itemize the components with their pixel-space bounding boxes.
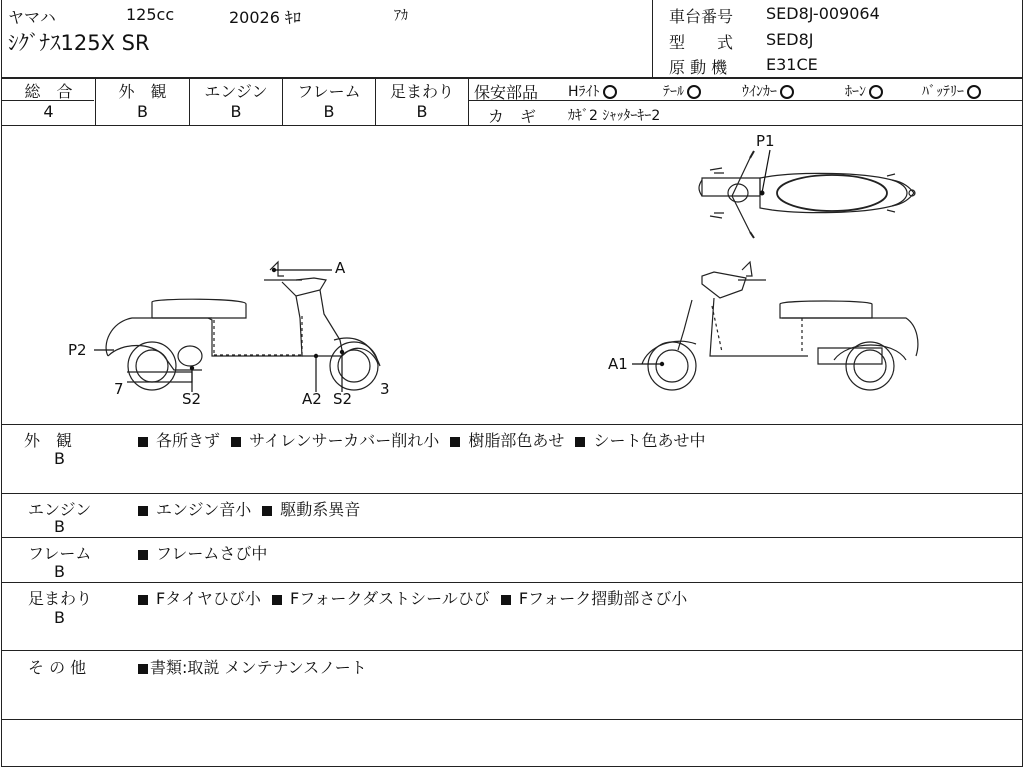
- label-p1: P1: [756, 132, 775, 150]
- ok-circle-icon: [967, 85, 981, 99]
- ok-circle-icon: [687, 85, 701, 99]
- remark-grade-frame: B: [54, 562, 65, 581]
- frame-number-label: 車台番号: [669, 7, 734, 26]
- remark-items-frame: [132, 541, 267, 564]
- scooter-left-side-view: [94, 262, 380, 392]
- remarks-rule: [2, 537, 1022, 538]
- remarks-rule: [2, 493, 1022, 494]
- grade-value-frame: B: [323, 102, 335, 121]
- remark-item: 書類:取説 メンテナンスノート: [150, 658, 367, 677]
- remark-items-engine: [132, 497, 360, 520]
- remark-grade-exterior: B: [54, 449, 65, 468]
- diagram-bottom-rule: [2, 424, 1022, 425]
- safety-item-winker: ｳｲﾝｶｰ: [742, 81, 794, 101]
- label-a2: A2: [302, 390, 322, 408]
- key-label: カ ギ: [488, 107, 537, 126]
- remark-label-engine: エンジン: [28, 500, 92, 519]
- label-a: A: [335, 259, 346, 277]
- bullet-square-icon: [575, 437, 585, 447]
- safety-parts-label: 保安部品: [474, 83, 539, 102]
- remark-items-suspension: [132, 586, 687, 609]
- grade-label-frame: フレーム: [297, 82, 361, 101]
- bullet-square-icon: [138, 664, 148, 674]
- grade-value-suspension: B: [416, 102, 428, 121]
- type-value: SED8J: [766, 30, 814, 49]
- remark-label-other: そ の 他: [28, 658, 87, 677]
- displacement: 125cc: [126, 5, 175, 24]
- remark-items-other: [132, 655, 367, 678]
- grade-value-engine: B: [230, 102, 242, 121]
- color: ｱｶ: [394, 8, 408, 24]
- engine-model-value: E31CE: [766, 55, 818, 74]
- key-value: ｶｷﾞ2 ｼｬｯﾀｰｷｰ2: [568, 108, 661, 124]
- label-s2-right: S2: [333, 390, 353, 408]
- grade-label-overall: 総 合: [24, 82, 73, 101]
- mileage: 20026 ｷﾛ: [229, 8, 301, 27]
- model-name: ｼｸﾞﾅｽ125X SR: [8, 31, 150, 55]
- grade-value-overall: 4: [43, 102, 54, 121]
- grade-divider: [468, 78, 469, 126]
- frame-number-value: SED8J-009064: [766, 4, 880, 23]
- remarks-rule: [2, 719, 1022, 720]
- remark-grade-engine: B: [54, 517, 65, 536]
- bullet-square-icon: [272, 595, 282, 605]
- bullet-square-icon: [138, 595, 148, 605]
- safety-item-horn: ﾎｰﾝ: [845, 81, 883, 101]
- label-p2: P2: [68, 341, 87, 359]
- damage-diagram: [2, 126, 1022, 424]
- bullet-square-icon: [138, 437, 148, 447]
- safety-item-tail: ﾃｰﾙ: [663, 81, 701, 101]
- remark-item: エンジン音小: [156, 500, 252, 519]
- scooter-top-view: [699, 150, 915, 238]
- remark-item: シート色あせ中: [593, 431, 706, 450]
- grade-label-engine: エンジン: [204, 82, 268, 101]
- inspection-sheet: [1, 0, 1023, 767]
- ok-circle-icon: [780, 85, 794, 99]
- remark-label-frame: フレーム: [28, 544, 92, 563]
- label-s2-left: S2: [182, 390, 202, 408]
- remark-label-suspension: 足まわり: [28, 589, 93, 608]
- remark-item: Fタイヤひび小: [156, 589, 261, 608]
- type-label: 型 式: [669, 33, 734, 52]
- ok-circle-icon: [869, 85, 883, 99]
- bullet-square-icon: [138, 506, 148, 516]
- remark-item: 樹脂部色あせ: [468, 431, 565, 450]
- remarks-rule: [2, 582, 1022, 583]
- bullet-square-icon: [450, 437, 460, 447]
- header-divider: [652, 0, 653, 78]
- grade-value-exterior: B: [137, 102, 148, 121]
- grade-label-suspension: 足まわり: [389, 82, 454, 101]
- maker: ヤマハ: [8, 8, 56, 27]
- remark-item: Fフォーク摺動部さび小: [518, 589, 688, 608]
- remark-items-exterior: [132, 428, 706, 451]
- remark-item: 駆動系異音: [280, 500, 361, 519]
- safety-item-battery: ﾊﾞｯﾃﾘｰ: [922, 81, 981, 101]
- bullet-square-icon: [501, 595, 511, 605]
- ok-circle-icon: [603, 85, 617, 99]
- label-a1: A1: [608, 355, 628, 373]
- bullet-square-icon: [231, 437, 241, 447]
- label-7: 7: [114, 380, 124, 398]
- label-3: 3: [380, 380, 390, 398]
- remark-item: Fフォークダストシールひび: [289, 589, 490, 608]
- remark-item: 各所きず: [156, 431, 221, 450]
- remarks-rule: [2, 650, 1022, 651]
- remark-label-exterior: 外 観: [24, 431, 73, 450]
- remark-item: サイレンサーカバー削れ小: [249, 431, 440, 450]
- remark-item: フレームさび中: [156, 544, 268, 563]
- grade-label-exterior: 外 観: [118, 82, 167, 101]
- bullet-square-icon: [138, 550, 148, 560]
- remark-grade-suspension: B: [54, 608, 65, 627]
- engine-model-label: 原 動 機: [669, 58, 728, 77]
- bullet-square-icon: [262, 506, 272, 516]
- scooter-right-side-view: [632, 262, 918, 390]
- safety-item-headlight: Hﾗｲﾄ: [568, 81, 617, 101]
